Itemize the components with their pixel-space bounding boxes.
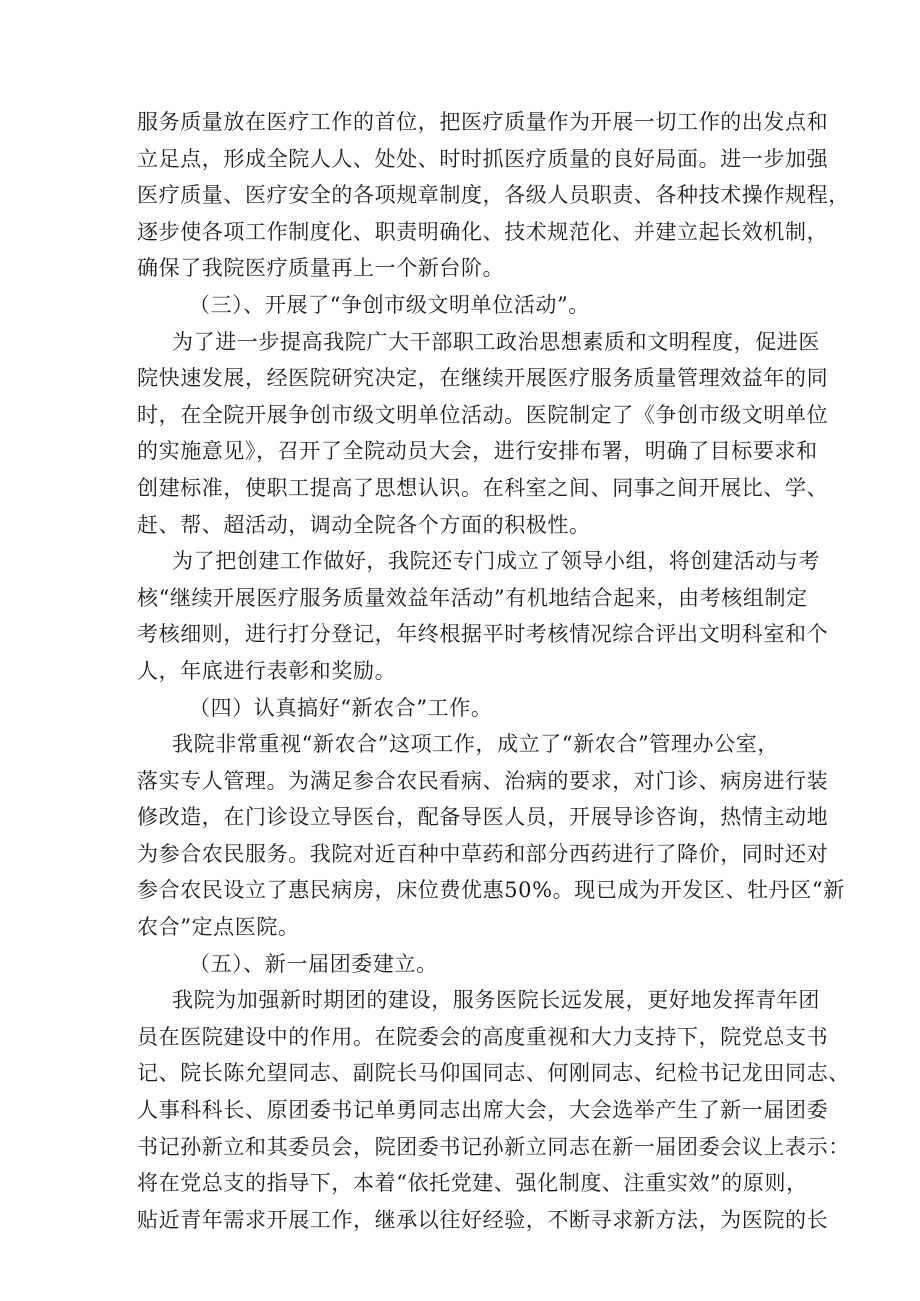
text-line: 考核细则，进行打分登记，年终根据平时考核情况综合评出文明科室和个: [137, 622, 829, 647]
paragraph-first-line: 为了进一步提高我院广大干部职工政治思想素质和文明程度，促进医: [172, 329, 820, 354]
text-line: 将在党总支的指导下，本着“依托党建、强化制度、注重实效”的原则，: [137, 1171, 808, 1196]
text-line: 人事科科长、原团委书记单勇同志出席大会，大会选举产生了新一届团委: [137, 1098, 829, 1123]
text-line: 落实专人管理。为满足参合农民看病、治病的要求，对门诊、病房进行装: [137, 768, 829, 793]
paragraph-first-line: 我院非常重视“新农合”这项工作，成立了“新农合”管理办公室，: [172, 732, 779, 757]
text-line: 的实施意见》，召开了全院动员大会，进行安排布署，明确了目标要求和: [137, 439, 818, 464]
text-line: 记、院长陈允望同志、副院长马仰国同志、何刚同志、纪检书记龙田同志、: [137, 1061, 850, 1086]
paragraph-first-line: 为了把创建工作做好，我院还专门成立了领导小组，将创建活动与考: [172, 549, 820, 574]
text-line: 为参合农民服务。我院对近百种中草药和部分西药进行了降价，同时还对: [137, 841, 829, 866]
section-heading-5: （五）、新一届团委建立。: [189, 951, 438, 976]
document-body: [137, 104, 850, 1238]
section-heading-4: （四）认真搞好“新农合”工作。: [189, 695, 493, 720]
text-line: 服务质量放在医疗工作的首位，把医疗质量作为开展一切工作的出发点和: [137, 110, 829, 134]
paragraph-first-line: 我院为加强新时期团的建设，服务医院长远发展，更好地发挥青年团: [172, 988, 820, 1013]
text-line: 立足点，形成全院人人、处处、时时抓医疗质量的良好局面。进一步加强: [137, 146, 829, 171]
section-heading-3: （三）、开展了“争创市级文明单位活动”。: [189, 292, 590, 317]
text-line: 确保了我院医疗质量再上一个新台阶。: [137, 256, 505, 281]
text-line: 人，年底进行表彰和奖励。: [137, 658, 397, 683]
text-line: 创建标准，使职工提高了思想认识。在科室之间、同事之间开展比、学、: [137, 475, 829, 500]
text-line: 院快速发展，经医院研究决定，在继续开展医疗服务质量管理效益年的同: [137, 366, 829, 391]
text-line: 核“继续开展医疗服务质量效益年活动”有机地结合起来，由考核组制定: [137, 585, 808, 610]
text-line: 修改造，在门诊设立导医台，配备导医人员，开展导诊咨询，热情主动地: [137, 805, 829, 830]
text-line: 时，在全院开展争创市级文明单位活动。医院制定了《争创市级文明单位: [137, 402, 829, 427]
text-line: 逐步使各项工作制度化、职责明确化、技术规范化、并建立起长效机制，: [137, 219, 829, 244]
text-line: 书记孙新立和其委员会，院团委书记孙新立同志在新一届团委会议上表示：: [137, 1134, 850, 1159]
text-line: 赶、帮、超活动，调动全院各个方面的积极性。: [137, 512, 591, 537]
text-line: 员在医院建设中的作用。在院委会的高度重视和大力支持下，院党总支书: [137, 1024, 829, 1049]
text-line: 参合农民设立了惠民病房，床位费优惠50%。现已成为开发区、牡丹区“新: [137, 878, 845, 903]
text-line: 医疗质量、医疗安全的各项规章制度，各级人员职责、各种技术操作规程，: [137, 183, 850, 208]
text-line: 贴近青年需求开展工作，继承以往好经验，不断寻求新方法，为医院的长: [137, 1207, 829, 1232]
text-line: 农合”定点医院。: [137, 915, 300, 940]
